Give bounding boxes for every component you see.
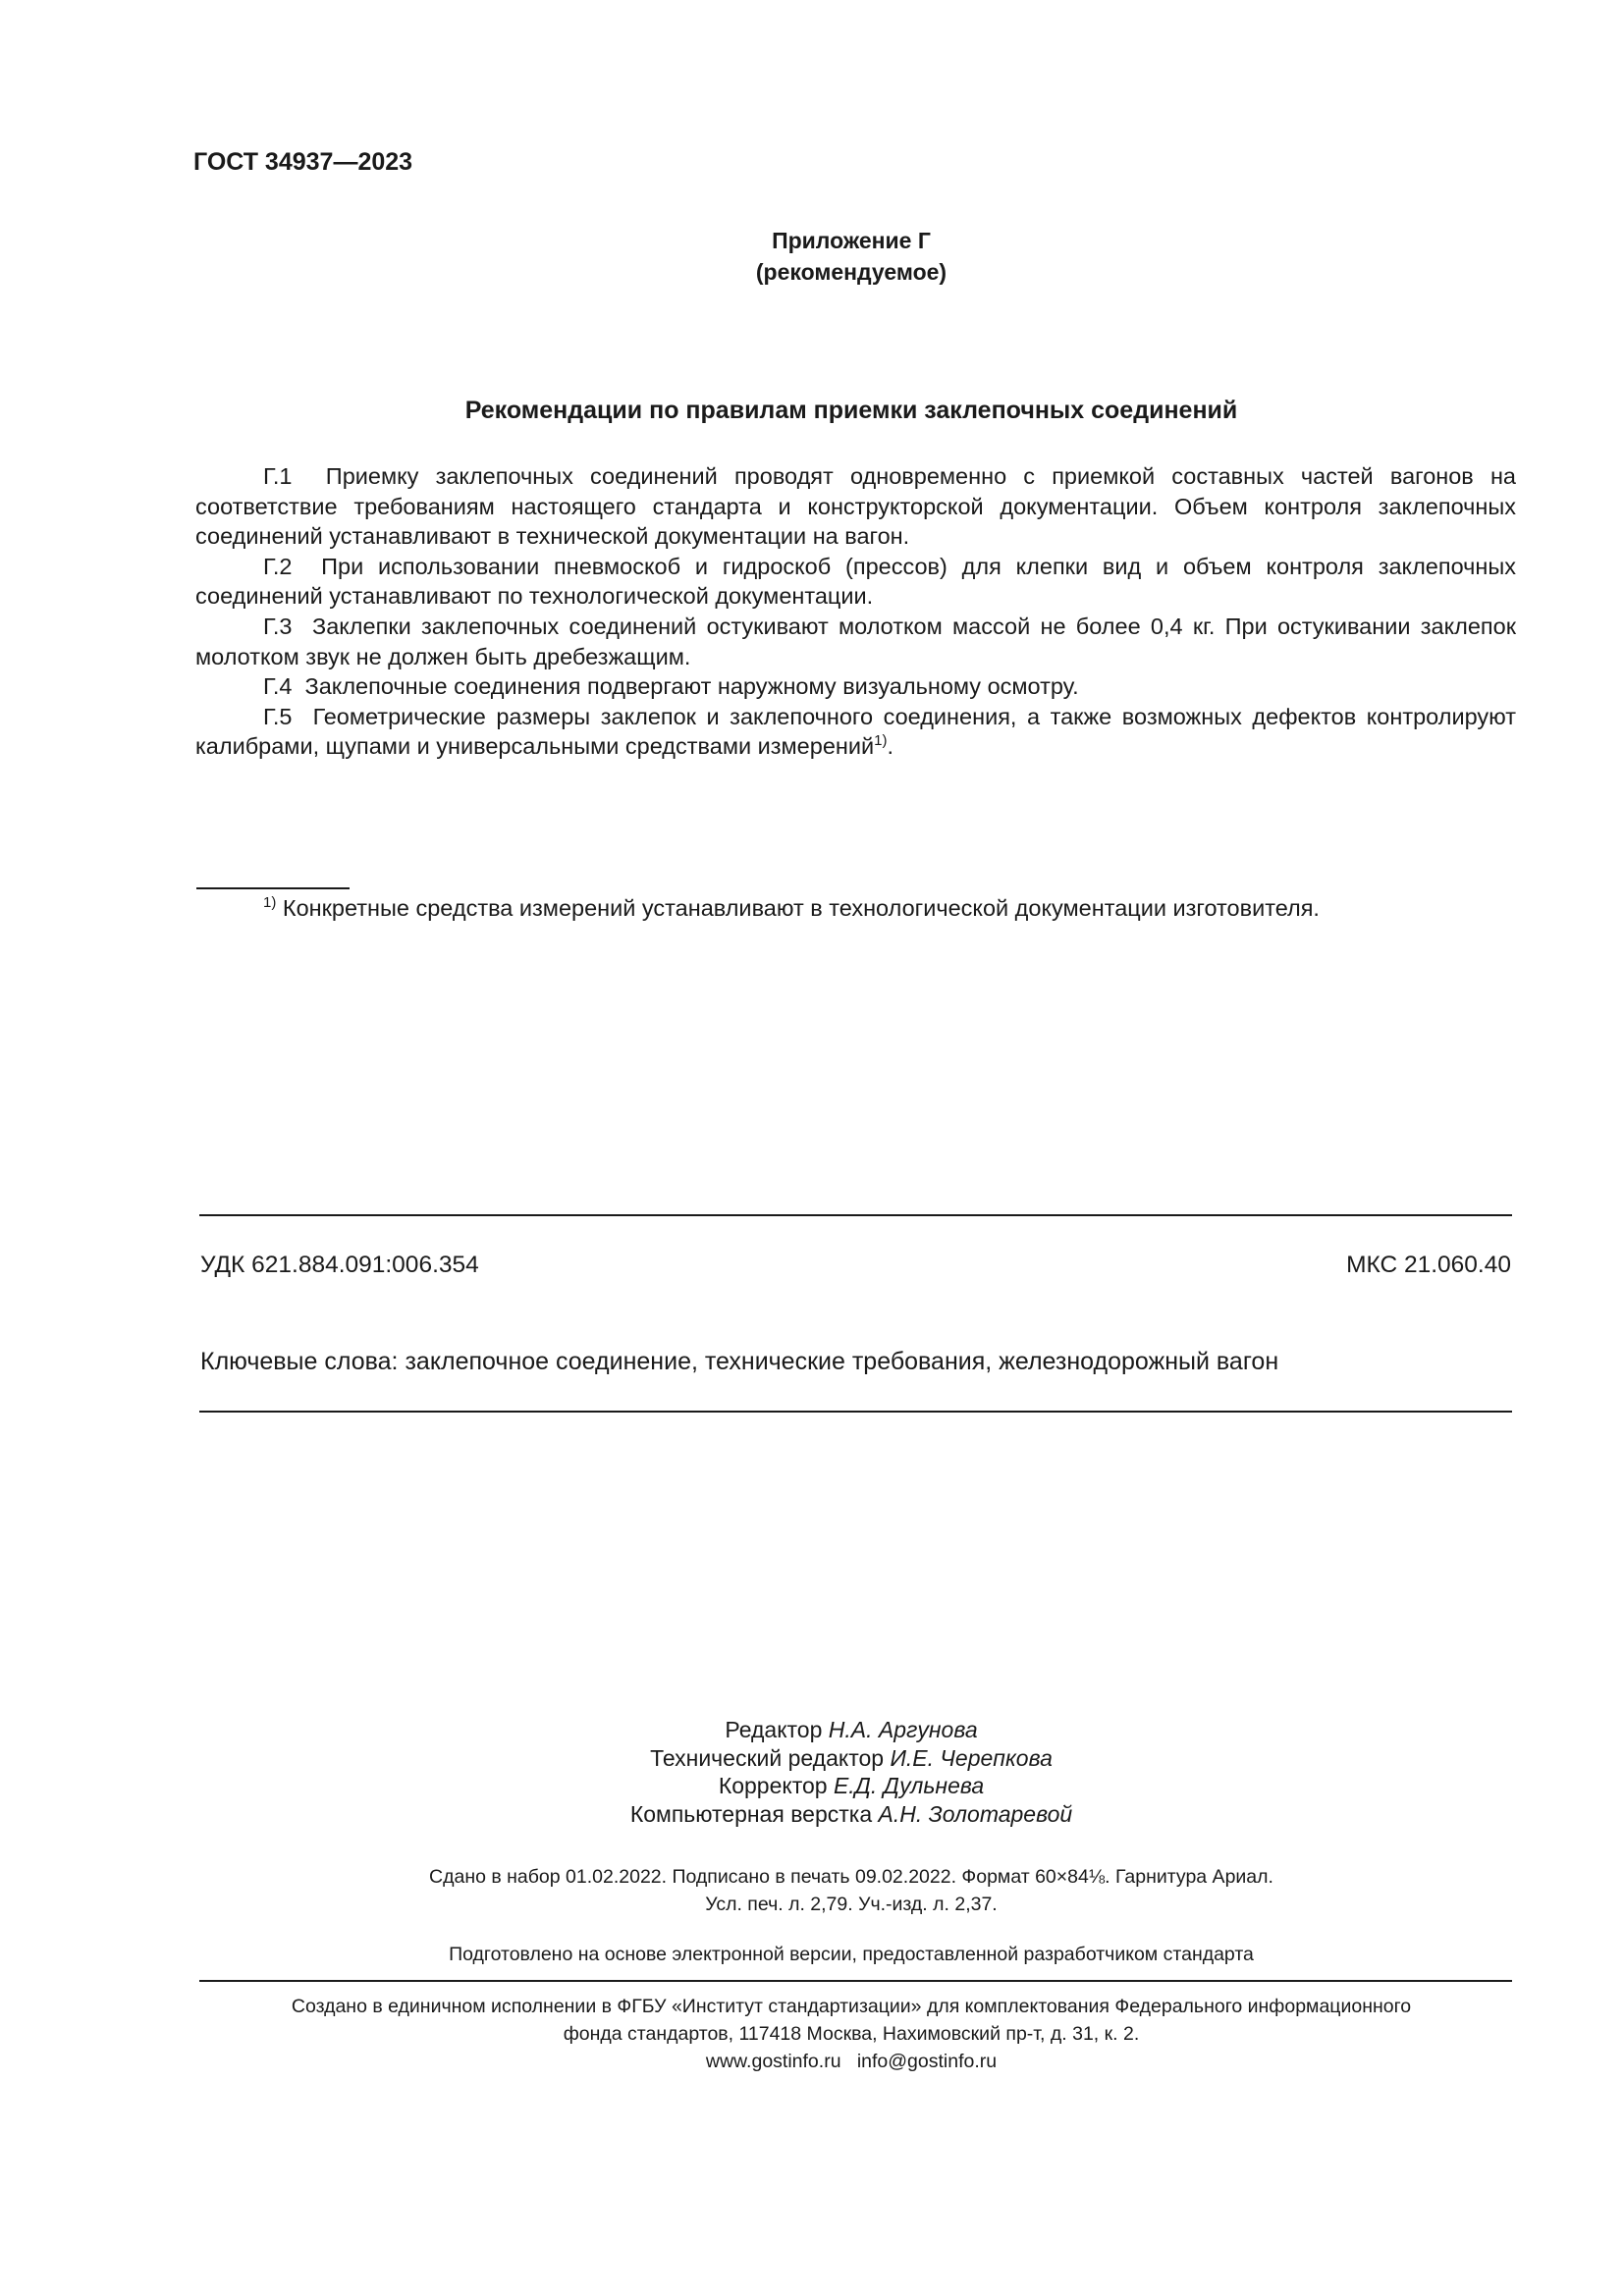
clause-number: Г.2 (263, 553, 293, 579)
credit-name: Е.Д. Дульнева (833, 1773, 985, 1798)
print-info (0, 1863, 1624, 1918)
created-line: Создано в единичном исполнении в ФГБУ «Институт стандартизации» для комплектования Федерального информационного (291, 1996, 1412, 2017)
credit-role: Корректор (718, 1773, 828, 1798)
credit-name: И.Е. Черепкова (890, 1744, 1053, 1771)
contact-line (0, 2048, 1624, 2075)
website-link[interactable]: www.gostinfo.ru (705, 2051, 841, 2072)
clause-number: Г.3 (263, 613, 293, 639)
footnote-text: Конкретные средства измерений устанавливают в технологической документации изготовителя. (282, 895, 1320, 921)
clause-number: Г.4 (263, 673, 293, 700)
annex-title: Приложение Г (772, 228, 931, 253)
clause (195, 702, 1516, 762)
credit-role: Редактор (725, 1717, 823, 1742)
divider-imprint (199, 1980, 1512, 1982)
clause-text: При использовании пневмоскоб и гидроскоб (прессов) для клепки вид и объем контроля заклепочных соединений устанавливают по технологической документации. (195, 553, 1517, 610)
footnote-reference[interactable]: 1) (874, 732, 888, 750)
print-info-line: Усл. печ. л. 2,79. Уч.-изд. л. 2,37. (705, 1894, 998, 1915)
credits (0, 1716, 1624, 1828)
email-link[interactable]: info@gostinfo.ru (856, 2051, 998, 2072)
credit-role: Компьютерная верстка (629, 1800, 873, 1827)
annex-heading (0, 225, 1624, 288)
credit-line (0, 1744, 1624, 1773)
annex-status: (рекомендуемое) (755, 259, 947, 285)
clause-number: Г.1 (263, 463, 293, 489)
clause (195, 671, 1516, 702)
clause-text: Геометрические размеры заклепок и заклепочного соединения, а также возможных дефектов контролируют калибрами, щупами и универсальными средствами измерений (195, 703, 1517, 760)
clause-number: Г.5 (263, 703, 293, 729)
credit-name: А.Н. Золотаревой (878, 1800, 1073, 1827)
divider-top (199, 1214, 1512, 1216)
clause-text: Приемку заклепочных соединений проводят одновременно с приемкой составных частей вагонов на соответствие требованиям настоящего стандарта и конструкторской документации. Объем контроля заклепочных соединений устанавливают в технической документации на вагон. (195, 463, 1517, 550)
clause-text: Заклепочные соединения подвергают наружному визуальному осмотру. (304, 673, 1079, 700)
keywords: Ключевые слова: заклепочное соединение, технические требования, железнодорожный вагон (200, 1348, 1279, 1375)
classification-line (200, 1252, 1511, 1279)
credit-name: Н.А. Аргунова (828, 1717, 978, 1742)
section-title: Рекомендации по правилам приемки заклепочных соединений (464, 397, 1238, 424)
footnote-separator (196, 887, 350, 889)
divider-bottom (199, 1411, 1512, 1413)
clause-text: Заклепки заклепочных соединений остукивают молотком массой не более 0,4 кг. При остукивании заклепок молотком звук не должен быть дребезжащим. (195, 613, 1516, 669)
created-line: фонда стандартов, 117418 Москва, Нахимовский пр-т, д. 31, к. 2. (563, 2023, 1140, 2045)
mks-code: МКС 21.060.40 (1346, 1252, 1511, 1278)
credit-line (0, 1800, 1624, 1829)
prepared-note: Подготовлено на основе электронной версии, предоставленной разработчиком стандарта (449, 1944, 1254, 1965)
clause-end: . (887, 733, 894, 760)
clause (195, 612, 1516, 671)
clause (195, 461, 1516, 552)
credit-line (0, 1772, 1624, 1800)
udk-code: УДК 621.884.091:006.354 (200, 1252, 479, 1278)
clauses (195, 461, 1516, 762)
credit-line (0, 1716, 1624, 1744)
credit-role: Технический редактор (650, 1744, 885, 1771)
footnote (263, 893, 1320, 923)
footnote-mark: 1) (263, 894, 277, 911)
print-info-line: Сдано в набор 01.02.2022. Подписано в печать 09.02.2022. Формат 60×84⅛. Гарнитура Ариал. (429, 1866, 1273, 1888)
clause (195, 552, 1516, 612)
created-note (0, 1993, 1624, 2075)
document-code: ГОСТ 34937—2023 (193, 148, 413, 176)
